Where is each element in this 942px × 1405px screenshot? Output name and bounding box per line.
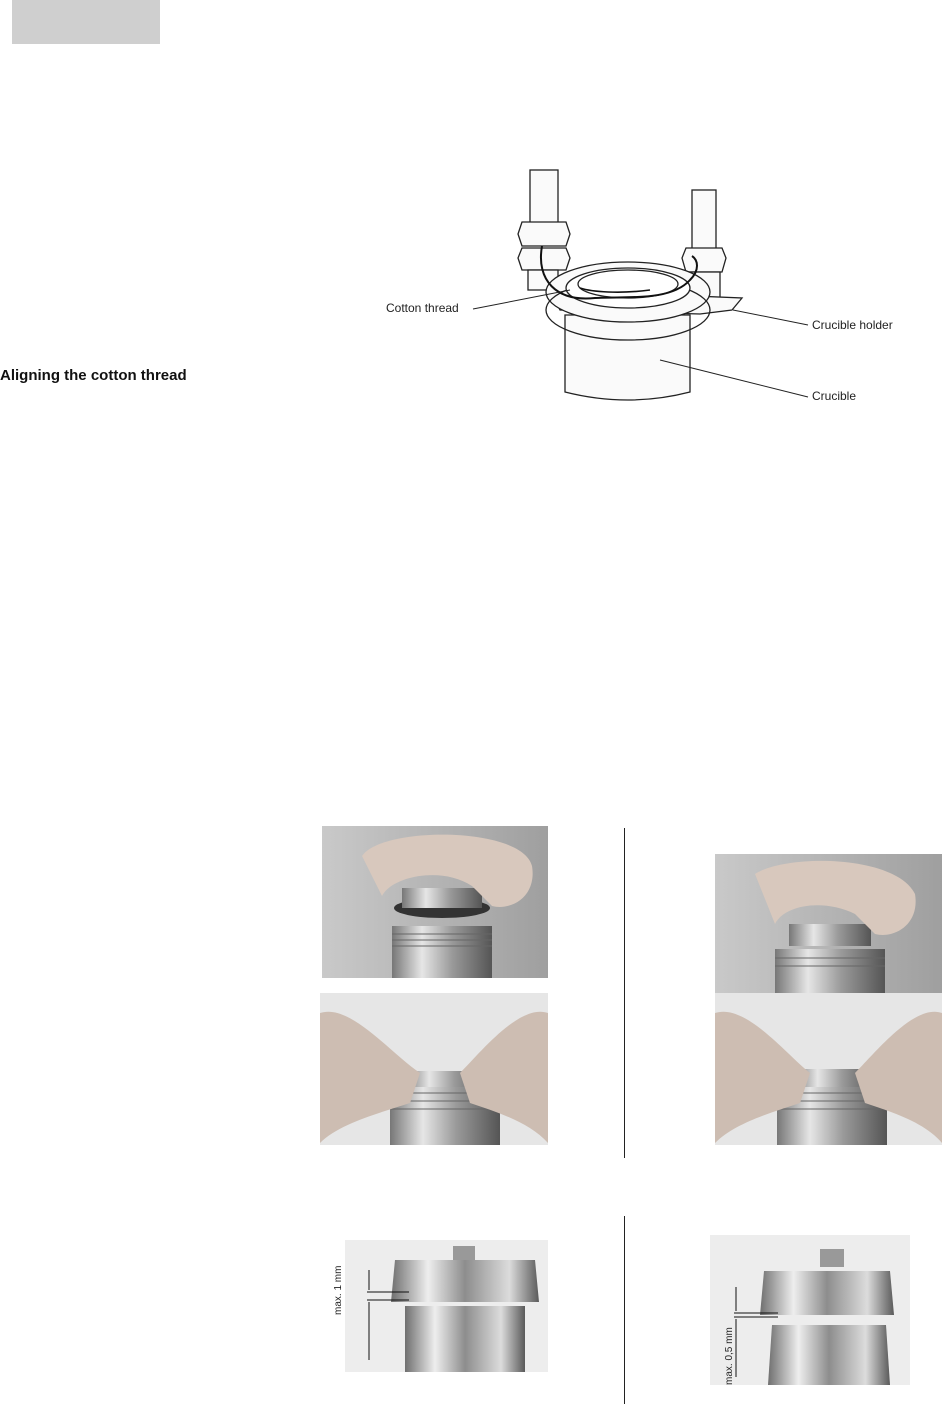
label-crucible: Crucible [812, 389, 857, 403]
measure-label-left: max. 1 mm [333, 1265, 344, 1315]
label-cotton-thread: Cotton thread [386, 301, 459, 315]
photo-lid-placement-left [322, 826, 548, 978]
crucible-diagram [360, 160, 920, 410]
photo-gap-measure-left [345, 1240, 548, 1372]
figure-caption: Aligning the cotton thread [0, 367, 187, 384]
column-divider-upper [624, 828, 625, 1158]
photo-lid-placement-right [715, 854, 942, 993]
label-crucible-holder: Crucible holder [812, 318, 893, 332]
photo-gap-measure-right [710, 1235, 910, 1385]
column-divider-lower [624, 1216, 625, 1404]
photo-lid-press-right [715, 993, 942, 1145]
header-tab [12, 0, 160, 44]
photo-lid-press-left [320, 993, 548, 1145]
measure-label-right: max. 0,5 mm [724, 1327, 735, 1385]
